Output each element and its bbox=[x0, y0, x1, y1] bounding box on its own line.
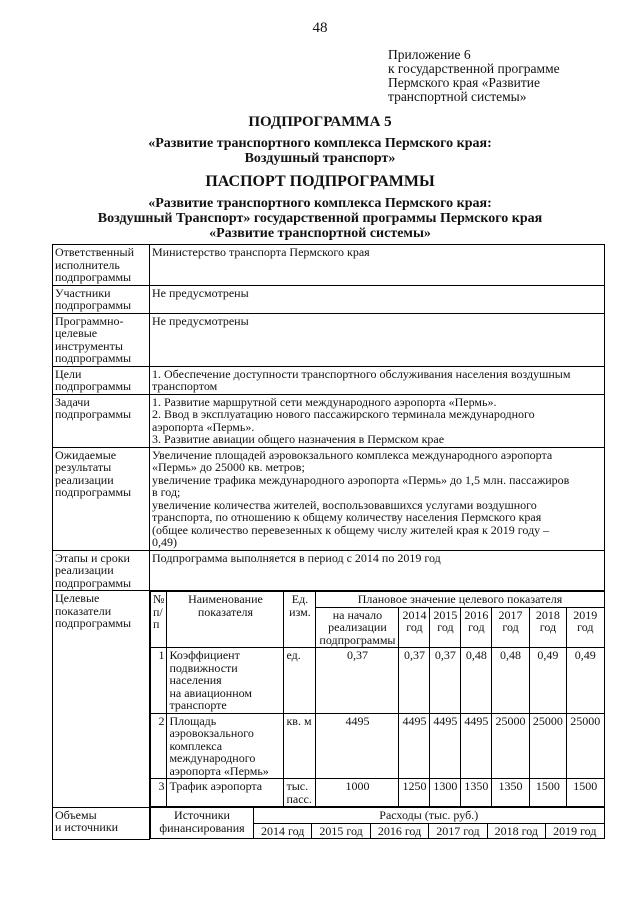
text-line: подпрограммы bbox=[55, 379, 132, 393]
financing-year: 2016 год bbox=[370, 823, 428, 839]
text-line: в год; bbox=[152, 485, 181, 499]
text-line: подпрограммы bbox=[55, 351, 132, 365]
col-plan-header: Плановое значение целевого показателя bbox=[316, 592, 604, 608]
appendix-line: к государственной программе bbox=[388, 61, 560, 76]
year-header bbox=[492, 607, 529, 648]
header-line: Ед. bbox=[291, 592, 309, 606]
passport-row bbox=[53, 550, 605, 591]
row-label bbox=[53, 285, 150, 313]
indicator-value: 1350 bbox=[461, 779, 492, 807]
indicator-row bbox=[151, 713, 605, 779]
text-line: кв. м bbox=[286, 713, 312, 728]
label-line: и источники bbox=[55, 820, 119, 834]
passport-title: ПАСПОРТ ПОДПРОГРАММЫ bbox=[205, 173, 435, 190]
passport-name-line: «Развитие транспортного комплекса Пермского края: bbox=[148, 196, 492, 211]
indicator-start: 1000 bbox=[316, 779, 399, 807]
text-line: подпрограммы bbox=[55, 270, 132, 284]
financing-cell bbox=[150, 807, 605, 839]
indicator-value: 1250 bbox=[399, 779, 430, 807]
financing-header-row bbox=[151, 808, 605, 824]
text-line: международного bbox=[169, 751, 256, 765]
text-line: инструменты bbox=[55, 338, 123, 353]
indicator-unit bbox=[284, 648, 316, 714]
indicator-unit bbox=[284, 779, 316, 807]
indicator-unit bbox=[284, 713, 316, 779]
text-line: 2019 bbox=[573, 607, 598, 622]
indicators-table bbox=[150, 591, 605, 807]
indicator-num: 3 bbox=[151, 779, 167, 807]
passport-name bbox=[0, 196, 640, 241]
page-number: 48 bbox=[312, 20, 328, 36]
col-num-header bbox=[151, 592, 167, 648]
indicator-value: 4495 bbox=[461, 713, 492, 779]
appendix-line: транспортной системы» bbox=[388, 89, 527, 104]
indicator-value: 4495 bbox=[399, 713, 430, 779]
text-line: 2. Ввод в эксплуатацию нового пассажирского терминала международного bbox=[152, 407, 535, 421]
text-line: комплекса bbox=[169, 738, 223, 753]
header-line: Наименование bbox=[188, 592, 263, 606]
row-value bbox=[150, 285, 605, 313]
text-line: Площадь bbox=[169, 713, 217, 728]
row-label bbox=[53, 394, 150, 447]
label-line: Целевые bbox=[55, 591, 100, 605]
passport-row bbox=[53, 285, 605, 313]
indicators-cell bbox=[150, 591, 605, 808]
header-line: финансирования bbox=[159, 820, 245, 835]
text-line: год bbox=[577, 620, 594, 634]
label-line: подпрограммы bbox=[55, 616, 132, 630]
text-line: увеличение количества жителей, воспользовавшихся услугами воздушного bbox=[152, 497, 537, 512]
year-header bbox=[567, 607, 604, 648]
indicator-start: 4495 bbox=[316, 713, 399, 779]
row-label bbox=[53, 313, 150, 366]
col-start-header bbox=[316, 607, 399, 648]
text-line: подпрограммы bbox=[55, 485, 132, 499]
text-line: пасс. bbox=[286, 791, 312, 806]
indicator-value: 0,37 bbox=[430, 648, 461, 714]
indicator-value: 1500 bbox=[529, 779, 566, 807]
indicator-name bbox=[167, 713, 284, 779]
text-line: «Пермь» до 25000 кв. метров; bbox=[152, 460, 305, 474]
text-line: Задачи bbox=[55, 394, 90, 409]
indicator-value: 1300 bbox=[430, 779, 461, 807]
text-line: год bbox=[502, 620, 519, 634]
subprogram-title: ПОДПРОГРАММА 5 bbox=[248, 114, 392, 130]
text-line: Не предусмотрены bbox=[152, 285, 249, 300]
text-line: реализации bbox=[55, 563, 114, 577]
text-line: Участники bbox=[55, 285, 111, 300]
financing-year: 2019 год bbox=[546, 823, 604, 839]
text-line: Не предусмотрены bbox=[152, 313, 249, 328]
text-line: подвижности bbox=[169, 660, 238, 675]
text-line: реализации bbox=[55, 472, 114, 487]
passport-table-body bbox=[53, 245, 605, 840]
row-label bbox=[53, 591, 150, 808]
header-line: № bbox=[153, 592, 165, 606]
appendix-note bbox=[388, 48, 560, 104]
year-header bbox=[529, 607, 566, 648]
text-line: 2016 bbox=[464, 607, 489, 622]
passport-name-line: «Развитие транспортной системы» bbox=[209, 226, 431, 241]
row-label bbox=[53, 807, 150, 839]
text-line: увеличение трафика международного аэропорта «Пермь» до 1,5 млн. пассажиров bbox=[152, 472, 570, 487]
indicator-value: 25000 bbox=[492, 713, 529, 779]
indicators-table-body bbox=[151, 592, 605, 807]
passport-table bbox=[52, 244, 605, 840]
indicator-value: 1500 bbox=[567, 779, 604, 807]
text-line: Трафик аэропорта bbox=[169, 779, 263, 793]
indicator-value: 0,49 bbox=[529, 648, 566, 714]
text-line: Программно- bbox=[55, 313, 124, 328]
text-line: 2015 bbox=[433, 607, 458, 622]
text-line: 2017 bbox=[498, 607, 523, 622]
text-line: ед. bbox=[286, 648, 301, 662]
indicator-value: 25000 bbox=[567, 713, 604, 779]
col-name-header bbox=[167, 592, 284, 648]
text-line: Ожидаемые bbox=[55, 447, 117, 462]
year-header bbox=[430, 607, 461, 648]
passport-name-line: Воздушный Транспорт» государственной программы Пермского края bbox=[97, 211, 543, 226]
header-line: показателя bbox=[197, 604, 254, 619]
text-line: Подпрограмма выполняется в период с 2014 по 2019 год bbox=[152, 550, 441, 565]
header-line: п/п bbox=[153, 604, 163, 631]
row-label bbox=[53, 366, 150, 394]
financing-year: 2018 год bbox=[487, 823, 545, 839]
text-line: год bbox=[406, 620, 423, 634]
text-line: 2018 bbox=[535, 607, 560, 622]
row-value bbox=[150, 245, 605, 286]
text-line: исполнитель bbox=[55, 257, 120, 272]
text-line: Министерство транспорта Пермского края bbox=[152, 245, 370, 259]
passport-row bbox=[53, 245, 605, 286]
subprogram-name-line: Воздушный транспорт» bbox=[244, 151, 396, 166]
financing-year: 2015 год bbox=[312, 823, 370, 839]
label-line: Объемы bbox=[55, 807, 97, 822]
indicator-row bbox=[151, 648, 605, 714]
year-header bbox=[399, 607, 430, 648]
text-line: год bbox=[468, 620, 485, 634]
row-value bbox=[150, 313, 605, 366]
row-label bbox=[53, 245, 150, 286]
passport-row bbox=[53, 394, 605, 447]
subprogram-name-line: «Развитие транспортного комплекса Пермского края: bbox=[148, 136, 492, 151]
indicator-value: 1350 bbox=[492, 779, 529, 807]
row-label bbox=[53, 550, 150, 591]
text-line: год bbox=[539, 620, 557, 634]
financing-table bbox=[150, 807, 605, 839]
passport-row bbox=[53, 313, 605, 366]
col-unit-header bbox=[284, 592, 316, 648]
text-line: подпрограммы bbox=[55, 298, 132, 312]
label-line: показатели bbox=[55, 603, 112, 618]
text-line: 0,49) bbox=[152, 535, 177, 549]
indicator-num: 2 bbox=[151, 713, 167, 779]
header-line: на начало bbox=[332, 607, 383, 622]
indicators-header-row bbox=[151, 592, 605, 608]
financing-year: 2014 год bbox=[254, 823, 312, 839]
indicator-value: 0,48 bbox=[492, 648, 529, 714]
indicator-value: 4495 bbox=[430, 713, 461, 779]
text-line: населения bbox=[169, 673, 222, 687]
text-line: на авиационном bbox=[169, 685, 252, 700]
indicator-start: 0,37 bbox=[316, 648, 399, 714]
row-label bbox=[53, 447, 150, 550]
row-value bbox=[150, 366, 605, 394]
header-line: подпрограммы bbox=[319, 632, 396, 647]
text-line: аэровокзального bbox=[169, 726, 254, 740]
text-line: Цели bbox=[55, 366, 82, 381]
text-line: Ответственный bbox=[55, 245, 135, 259]
text-line: результаты bbox=[55, 460, 112, 474]
indicator-num: 1 bbox=[151, 648, 167, 714]
text-line: аэропорта «Пермь» bbox=[169, 763, 269, 778]
indicator-value: 0,37 bbox=[399, 648, 430, 714]
row-value bbox=[150, 394, 605, 447]
text-line: подпрограммы bbox=[55, 575, 132, 590]
indicator-value: 0,49 bbox=[567, 648, 604, 714]
text-line: целевые bbox=[55, 326, 98, 340]
passport-row bbox=[53, 366, 605, 394]
text-line: тыс. bbox=[286, 779, 309, 793]
text-line: транспорте bbox=[169, 698, 227, 712]
header-line: изм. bbox=[289, 604, 311, 619]
indicator-name bbox=[167, 779, 284, 807]
indicator-row bbox=[151, 779, 605, 807]
row-value bbox=[150, 447, 605, 550]
text-line: Коэффициент bbox=[169, 648, 240, 662]
indicator-value: 25000 bbox=[529, 713, 566, 779]
text-line: подпрограммы bbox=[55, 407, 132, 421]
header-line: реализации bbox=[328, 620, 387, 634]
passport-row bbox=[53, 447, 605, 550]
appendix-line: Приложение 6 bbox=[388, 47, 471, 62]
header-line: Источники bbox=[174, 808, 230, 822]
text-line: год bbox=[437, 620, 454, 634]
text-line: транспортом bbox=[152, 379, 218, 393]
text-line: 3. Развитие авиации общего назначения в Пермском крае bbox=[152, 432, 445, 446]
financing-row bbox=[53, 807, 605, 839]
col-costs-header: Расходы (тыс. руб.) bbox=[254, 808, 605, 824]
text-line: 1. Обеспечение доступности транспортного обслуживания населения воздушным bbox=[152, 366, 571, 381]
text-line: аэропорта «Пермь». bbox=[152, 419, 255, 434]
indicators-row bbox=[53, 591, 605, 808]
appendix-line: Пермского края «Развитие bbox=[388, 75, 540, 90]
text-line: 2014 bbox=[402, 607, 427, 622]
indicator-value: 0,48 bbox=[461, 648, 492, 714]
year-header bbox=[461, 607, 492, 648]
row-value bbox=[150, 550, 605, 591]
text-line: Увеличение площадей аэровокзального комплекса международного аэропорта bbox=[152, 447, 553, 462]
text-line: 1. Развитие маршрутной сети международного аэропорта «Пермь». bbox=[152, 394, 497, 409]
financing-year: 2017 год bbox=[429, 823, 487, 839]
subprogram-name bbox=[0, 136, 640, 166]
text-line: транспорта, по отношению к общему количеству населения Пермского края bbox=[152, 510, 542, 524]
col-source-header bbox=[151, 808, 254, 839]
text-line: (общее количество перевезенных к общему числу жителей края к 2019 году – bbox=[152, 522, 550, 537]
text-line: Этапы и сроки bbox=[55, 550, 130, 565]
indicator-name bbox=[167, 648, 284, 714]
